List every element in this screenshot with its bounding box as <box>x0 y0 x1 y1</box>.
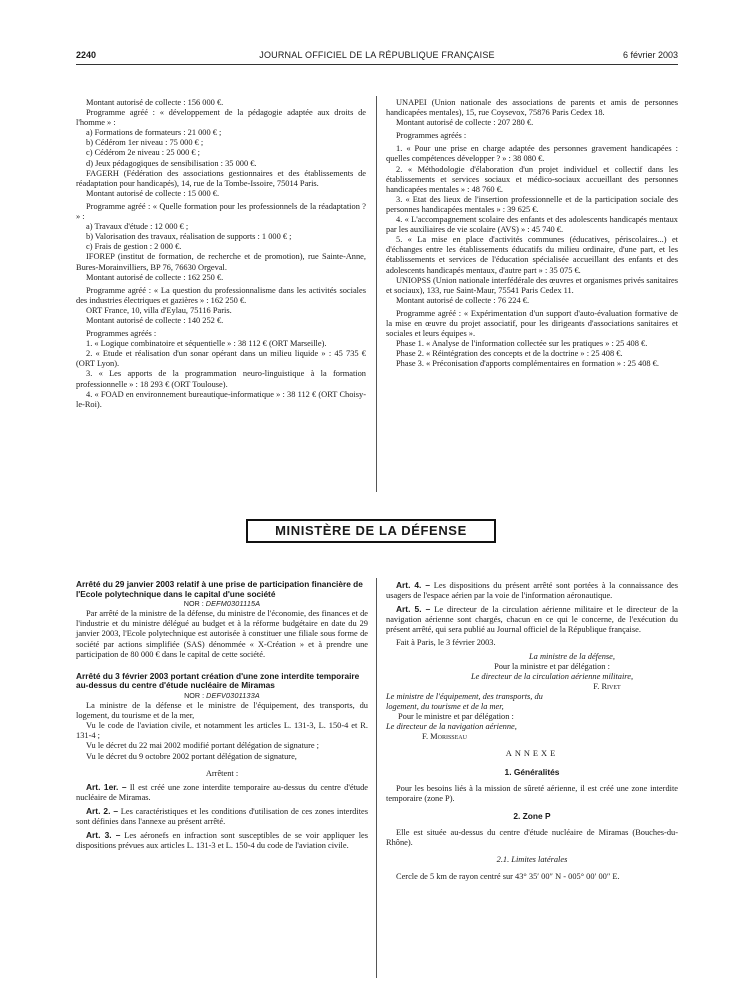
nor-code: DEFM0301115A <box>205 599 261 609</box>
text-line: 3. « Les apports de la programmation neuro-linguistique à la formation professionnelle » : 18 293 € (ORT Toulouse). <box>76 369 366 389</box>
text-line: b) Valorisation des travaux, réalisation de supports : 1 000 € ; <box>86 232 292 242</box>
header-rule <box>76 64 678 65</box>
bottom-left-column <box>76 580 368 851</box>
visa-line: La ministre de la défense et le ministre de l'équipement, des transports, du logement, du tourisme et de la mer, <box>76 701 368 721</box>
article-label: Art. 2. – <box>86 805 119 816</box>
article-label: Art. 3. – <box>86 830 121 841</box>
visa-line: Vu le code de l'aviation civile, et notamment les articles L. 131-3, L. 150-4 et R. 131-4 ; <box>76 721 368 741</box>
article <box>76 830 368 851</box>
nor-reference <box>76 691 368 701</box>
text-line: 2. « Méthodologie d'élaboration d'un projet individuel et collectif dans les établissements et services sociaux et médico-sociaux accueillant des personnes handicapées mentales » : 48 760 €. <box>386 164 678 194</box>
text-line: 4. « FOAD en environnement bureautique-informatique » : 38 112 € (ORT Choisy-le-Roi). <box>76 389 366 409</box>
article-text: Le directeur de la circulation aérienne militaire et le directeur de la navigation aérienne sont chargés, chacun en ce qui le concerne, de l'exécution du présent arrêté, qui sera publié au Journal officiel de la République française. <box>386 605 678 635</box>
article-label: Art. 5. – <box>396 604 431 615</box>
text-line: c) Frais de gestion : 2 000 €. <box>86 242 182 252</box>
article <box>76 782 368 803</box>
article <box>386 580 678 601</box>
nor-reference <box>76 599 368 609</box>
journal-title: JOURNAL OFFICIEL DE LA RÉPUBLIQUE FRANÇAISE <box>259 50 495 60</box>
article-text: Les aéronefs en infraction sont susceptibles de se voir appliquer les dispositions prévues aux articles L. 131-3 et L. 150-4 du code de l'aviation civile. <box>76 831 369 851</box>
text-line: 2. « Etude et réalisation d'un sonar opérant dans un milieu liquide » : 45 735 € (ORT Lyon). <box>76 349 366 369</box>
organization-entry: ORT France, 10, villa d'Eylau, 75116 Paris. <box>86 305 232 315</box>
article-text: Il est créé une zone interdite temporaire au-dessus du centre d'étude nucléaire de Miramas. <box>76 782 368 802</box>
top-left-column <box>76 98 366 410</box>
signatory-name: F. Morisseau <box>422 732 467 742</box>
organization-entry: IFOREP (institut de formation, de recherche et de promotion), rue Sainte-Anne, Bures-Morainvilliers, BP 76, 76630 Orgeval. <box>76 252 366 272</box>
text-line: 1. « Pour une prise en charge adaptée des personnes gravement handicapées : quelles compétences développer ? » : 38 080 €. <box>386 144 678 164</box>
nor-code: DEFV0301133A <box>206 690 260 700</box>
text-line: Programme agréé : « Expérimentation d'un support d'auto-évaluation formative de la mise en œuvre du projet associatif, pour les dirigeants d'associations sanitaires et sociales et leurs équipes ». <box>386 308 678 339</box>
page-header <box>76 50 678 64</box>
nor-label: NOR : <box>184 690 205 700</box>
article-text: Les caractéristiques et les conditions d'utilisation de ces zones interdites sont définies dans l'annexe au présent arrêté. <box>76 806 368 826</box>
visa-line: Vu le décret du 22 mai 2002 modifié portant délégation de signature ; <box>86 741 319 751</box>
section-heading: 1. Généralités <box>504 766 560 777</box>
article <box>386 604 678 635</box>
page-number: 2240 <box>76 50 97 60</box>
article-text: Les dispositions du présent arrêté sont portées à la connaissance des usagers de l'espace aérien par la voie de l'information aéronautique. <box>386 581 679 601</box>
signatory-role: La ministre de la défense, <box>529 651 615 661</box>
signatory-title: Le directeur de la navigation aérienne, <box>386 722 517 732</box>
text-line: Phase 2. « Réintégration des concepts et de la doctrine » : 25 408 €. <box>396 349 623 359</box>
text-line: a) Formations de formateurs : 21 000 € ; <box>86 128 222 138</box>
top-right-column <box>386 98 678 369</box>
text-line: Programme agréé : « Quelle formation pour les professionnels de la réadaptation ? » : <box>76 201 366 222</box>
text-line: c) Cédérom 2e niveau : 25 000 € ; <box>86 148 200 158</box>
arrete-title: Arrêté du 29 janvier 2003 relatif à une prise de participation financière de l'Ecole polytechnique dans le capital d'une société <box>76 579 363 599</box>
text-line: Montant autorisé de collecte : 140 252 €. <box>86 315 224 325</box>
text-line: b) Cédérom 1er niveau : 75 000 € ; <box>86 138 204 148</box>
signatory-title: Le directeur de la circulation aérienne militaire, <box>470 671 634 681</box>
text-line: a) Travaux d'étude : 12 000 € ; <box>86 222 189 232</box>
bottom-right-column <box>386 580 678 882</box>
organization-entry: UNAPEI (Union nationale des associations de parents et amis de personnes handicapées mentales), 15, rue Coysevox, 75876 Paris Cedex 18. <box>386 98 678 118</box>
column-divider <box>376 96 377 492</box>
signatory-role: Le ministre de l'équipement, des transports, du logement, du tourisme et de la mer, <box>386 691 543 712</box>
text-line: Programmes agréés : <box>86 329 157 339</box>
text-line: Phase 3. « Préconisation d'apports complémentaires en formation » : 25 408 €. <box>396 359 659 369</box>
signature-date: Fait à Paris, le 3 février 2003. <box>396 638 496 648</box>
section-heading: 2. Zone P <box>513 810 551 821</box>
section-text: Pour les besoins liés à la mission de sûreté aérienne, il est créé une zone interdite temporaire (zone P). <box>386 783 678 803</box>
column-divider <box>376 578 377 978</box>
text-line: Programmes agréés : <box>396 131 467 141</box>
article-label: Art. 4. – <box>396 580 430 590</box>
text-line: d) Jeux pédagogiques de sensibilisation : 35 000 €. <box>86 158 257 168</box>
visa-line: Vu le décret du 9 octobre 2002 portant délégation de signature, <box>86 751 297 761</box>
text-line: Phase 1. « Analyse de l'information collectée sur les pratiques » : 25 408 €. <box>396 339 648 349</box>
text-line: Montant autorisé de collecte : 162 250 €. <box>86 272 224 282</box>
text-line: 1. « Logique combinatoire et séquentielle » : 38 112 € (ORT Marseille). <box>86 339 327 349</box>
signatory-name: F. Rivet <box>593 681 621 691</box>
organization-entry: UNIOPSS (Union nationale interfédérale des œuvres et organismes privés sanitaires et sociaux), 133, rue Saint-Maur, 75541 Paris Cedex 11. <box>386 275 678 295</box>
annexe-heading: ANNEXE <box>505 749 559 759</box>
section-text: Cercle de 5 km de rayon centré sur 43° 35′ 00″ N - 005° 00′ 00″ E. <box>396 872 620 882</box>
text-line: 4. « L'accompagnement scolaire des enfants et des adolescents handicapés mentaux par les auxiliaires de vie scolaire (AVS) » : 45 740 €. <box>386 215 678 235</box>
text-line: Montant autorisé de collecte : 207 280 €. <box>396 118 534 128</box>
article <box>76 806 368 827</box>
text-line: 3. « Etat des lieux de l'insertion professionnelle et de la participation sociale des personnes handicapées mentales » : 39 625 €. <box>386 194 678 214</box>
text-line: Programme agréé : « développement de la pédagogie adaptée aux droits de l'homme » : <box>76 108 366 128</box>
text-line: 5. « La mise en place d'activités communes (éducatives, périscolaires...) et d'échanges entre les établissements éducatifs du milieu ordinaire, d'une part, et les établissements et services de l'éducation spécialisée accueillant des enfants et des adolescents handicapés mentaux, d'autre part » : 35 075 €. <box>386 235 678 275</box>
arrete-body: Par arrêté de la ministre de la défense, du ministre de l'économie, des finances et de l'industrie et du ministre délégué au budget et à la réforme budgétaire en date du 29 janvier 2003, l'Ecole polytechnique est autorisée à constituer une filiale sous forme de société par actions simplifiée (SAS) dénommée « X-Création » et à prendre une participation de 80 000 € dans le capital de cette société. <box>76 609 368 659</box>
text-line: Programme agréé : « La question du professionnalisme dans les activités sociales des industries électriques et gazières » : 162 250 €. <box>76 285 366 305</box>
subsection-heading: 2.1. Limites latérales <box>496 855 568 865</box>
section-text: Elle est située au-dessus du centre d'étude nucléaire de Miramas (Bouches-du-Rhône). <box>386 827 678 847</box>
arretent-line: Arrêtent : <box>205 768 239 778</box>
organization-entry: FAGERH (Fédération des associations gestionnaires et des établissements de réadaptation pour handicapés), 14, rue de la Tombe-Issoire, 75014 Paris. <box>76 168 366 188</box>
article-label: Art. 1er. – <box>86 781 127 792</box>
text-line: Montant autorisé de collecte : 15 000 €. <box>86 188 220 198</box>
ministry-banner: MINISTÈRE DE LA DÉFENSE <box>246 519 496 543</box>
issue-date: 6 février 2003 <box>622 50 678 60</box>
text-line: Montant autorisé de collecte : 156 000 €. <box>86 98 224 107</box>
arrete-title: Arrêté du 3 février 2003 portant création d'une zone interdite temporaire au-dessus du centre d'étude nucléaire de Miramas <box>76 670 360 691</box>
delegation-line: Pour le ministre et par délégation : <box>398 712 514 722</box>
text-line: Montant autorisé de collecte : 76 224 €. <box>396 295 530 305</box>
nor-label: NOR : <box>183 599 204 609</box>
delegation-line: Pour la ministre et par délégation : <box>494 661 610 671</box>
